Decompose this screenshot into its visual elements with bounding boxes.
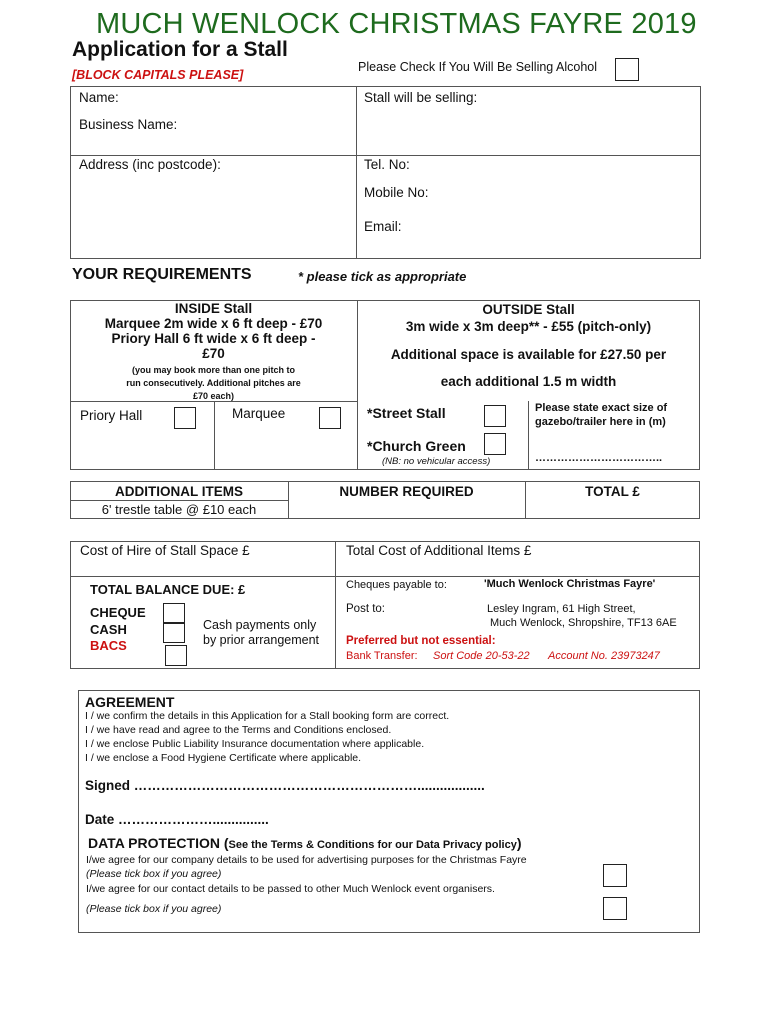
block-capitals-note: [BLOCK CAPITALS PLEASE] [72,68,244,82]
cheque-checkbox[interactable] [163,603,185,623]
church-green-checkbox[interactable] [484,433,506,455]
cheques-payable-label: Cheques payable to: [346,579,447,591]
form-subtitle: Application for a Stall [72,38,288,61]
bank-transfer-label: Bank Transfer: [346,650,418,662]
cash-label: CASH [90,622,127,637]
inside-priory-price-amount: £70 [202,346,225,361]
trestle-table-item: 6' trestle table @ £10 each [101,502,257,517]
contact-consent-checkbox[interactable] [603,897,627,920]
business-name-field[interactable]: Business Name: [79,117,178,132]
bacs-checkbox[interactable] [165,645,187,666]
inside-note-3: £70 each) [192,391,235,401]
sort-code: Sort Code 20-53-22 [433,650,530,662]
event-title: MUCH WENLOCK CHRISTMAS FAYRE 2019 [96,8,697,40]
number-required-header: NUMBER REQUIRED [339,484,474,499]
hire-cost-field[interactable]: Cost of Hire of Stall Space £ [80,543,250,558]
consent-contact: I/we agree for our contact details to be passed to other Much Wenlock event organisers. [86,883,495,895]
agreement-line-1: I / we confirm the details in this Application for a Stall booking form are correct. [85,710,450,722]
vehicular-access-note: (NB: no vehicular access) [382,456,491,467]
tel-field[interactable]: Tel. No: [364,157,410,172]
inside-note-1: (you may book more than one pitch to [131,365,295,375]
outside-stall-title: OUTSIDE Stall [482,302,575,317]
cheque-label: CHEQUE [90,605,146,620]
gazebo-size-label-2: gazebo/trailer here in (m) [535,416,666,428]
signature-field[interactable]: Signed ……………………………………………………….................. [85,778,485,793]
cash-note-2: by prior arrangement [203,633,320,647]
street-stall-checkbox[interactable] [484,405,506,427]
consent-advertising-tick-note: (Please tick box if you agree) [86,868,222,880]
agreement-line-3: I / we enclose Public Liability Insurance documentation where applicable. [85,738,425,750]
inside-marquee-price: Marquee 2m wide x 6 ft deep - £70 [104,316,323,331]
inside-note-2: run consecutively. Additional pitches are [126,378,301,388]
data-protection-subheading: See the Terms & Conditions for our Data Privacy policy [228,839,517,851]
consent-advertising: I/we agree for our company details to be used for advertising purposes for the Christmas Fayre [86,854,527,866]
cash-note-1: Cash payments only [203,618,317,632]
agreement-heading: AGREEMENT [85,694,175,710]
requirements-note: * please tick as appropriate [298,269,467,284]
priory-hall-checkbox[interactable] [174,407,196,429]
total-header: TOTAL £ [585,484,640,499]
outside-price: 3m wide x 3m deep** - £55 (pitch-only) [405,319,652,334]
alcohol-checkbox[interactable] [615,58,639,81]
trestle-number-input[interactable] [290,501,523,517]
consent-contact-tick-note: (Please tick box if you agree) [86,903,222,915]
gazebo-size-label-1: Please state exact size of [535,402,668,414]
additional-items-header: ADDITIONAL ITEMS [115,484,243,499]
post-address-2: Much Wenlock, Shropshire, TF13 6AE [490,617,677,629]
data-protection-heading: DATA PROTECTION (See the Terms & Conditions for our Data Privacy policy) [88,835,522,851]
gazebo-size-field[interactable]: …………………………….. [535,452,663,464]
requirements-heading: YOUR REQUIREMENTS [72,266,252,283]
inside-stall-title: INSIDE Stall [174,301,253,316]
mobile-field[interactable]: Mobile No: [364,185,429,200]
date-field[interactable]: Date …………………............... [85,812,269,827]
marquee-label: Marquee [232,406,286,421]
inside-priory-price: Priory Hall 6 ft wide x 6 ft deep - [111,331,316,346]
payee-name: 'Much Wenlock Christmas Fayre' [484,578,656,590]
priory-hall-label: Priory Hall [80,408,143,423]
post-to-label: Post to: [346,603,385,615]
alcohol-label: Please Check If You Will Be Selling Alcohol [358,60,598,74]
preferred-label: Preferred but not essential: [346,635,496,647]
post-address-1: Lesley Ingram, 61 High Street, [487,603,636,615]
selling-field[interactable]: Stall will be selling: [364,90,478,105]
marquee-checkbox[interactable] [319,407,341,429]
balance-due-field[interactable]: TOTAL BALANCE DUE: £ [90,582,246,597]
agreement-line-2: I / we have read and agree to the Terms and Conditions enclosed. [85,724,392,736]
outside-additional-width: each additional 1.5 m width [440,374,617,389]
account-number: Account No. 23973247 [548,650,660,662]
email-field[interactable]: Email: [364,219,402,234]
bacs-label: BACS [90,638,127,653]
name-field[interactable]: Name: [79,90,119,105]
additional-cost-field[interactable]: Total Cost of Additional Items £ [346,543,532,558]
church-green-label: *Church Green [367,438,466,454]
cash-checkbox[interactable] [163,623,185,643]
address-field[interactable]: Address (inc postcode): [79,157,221,172]
street-stall-label: *Street Stall [367,405,446,421]
agreement-line-4: I / we enclose a Food Hygiene Certificate where applicable. [85,752,362,764]
trestle-total-input[interactable] [527,501,698,517]
advertising-consent-checkbox[interactable] [603,864,627,887]
outside-additional-space: Additional space is available for £27.50 per [390,347,667,362]
